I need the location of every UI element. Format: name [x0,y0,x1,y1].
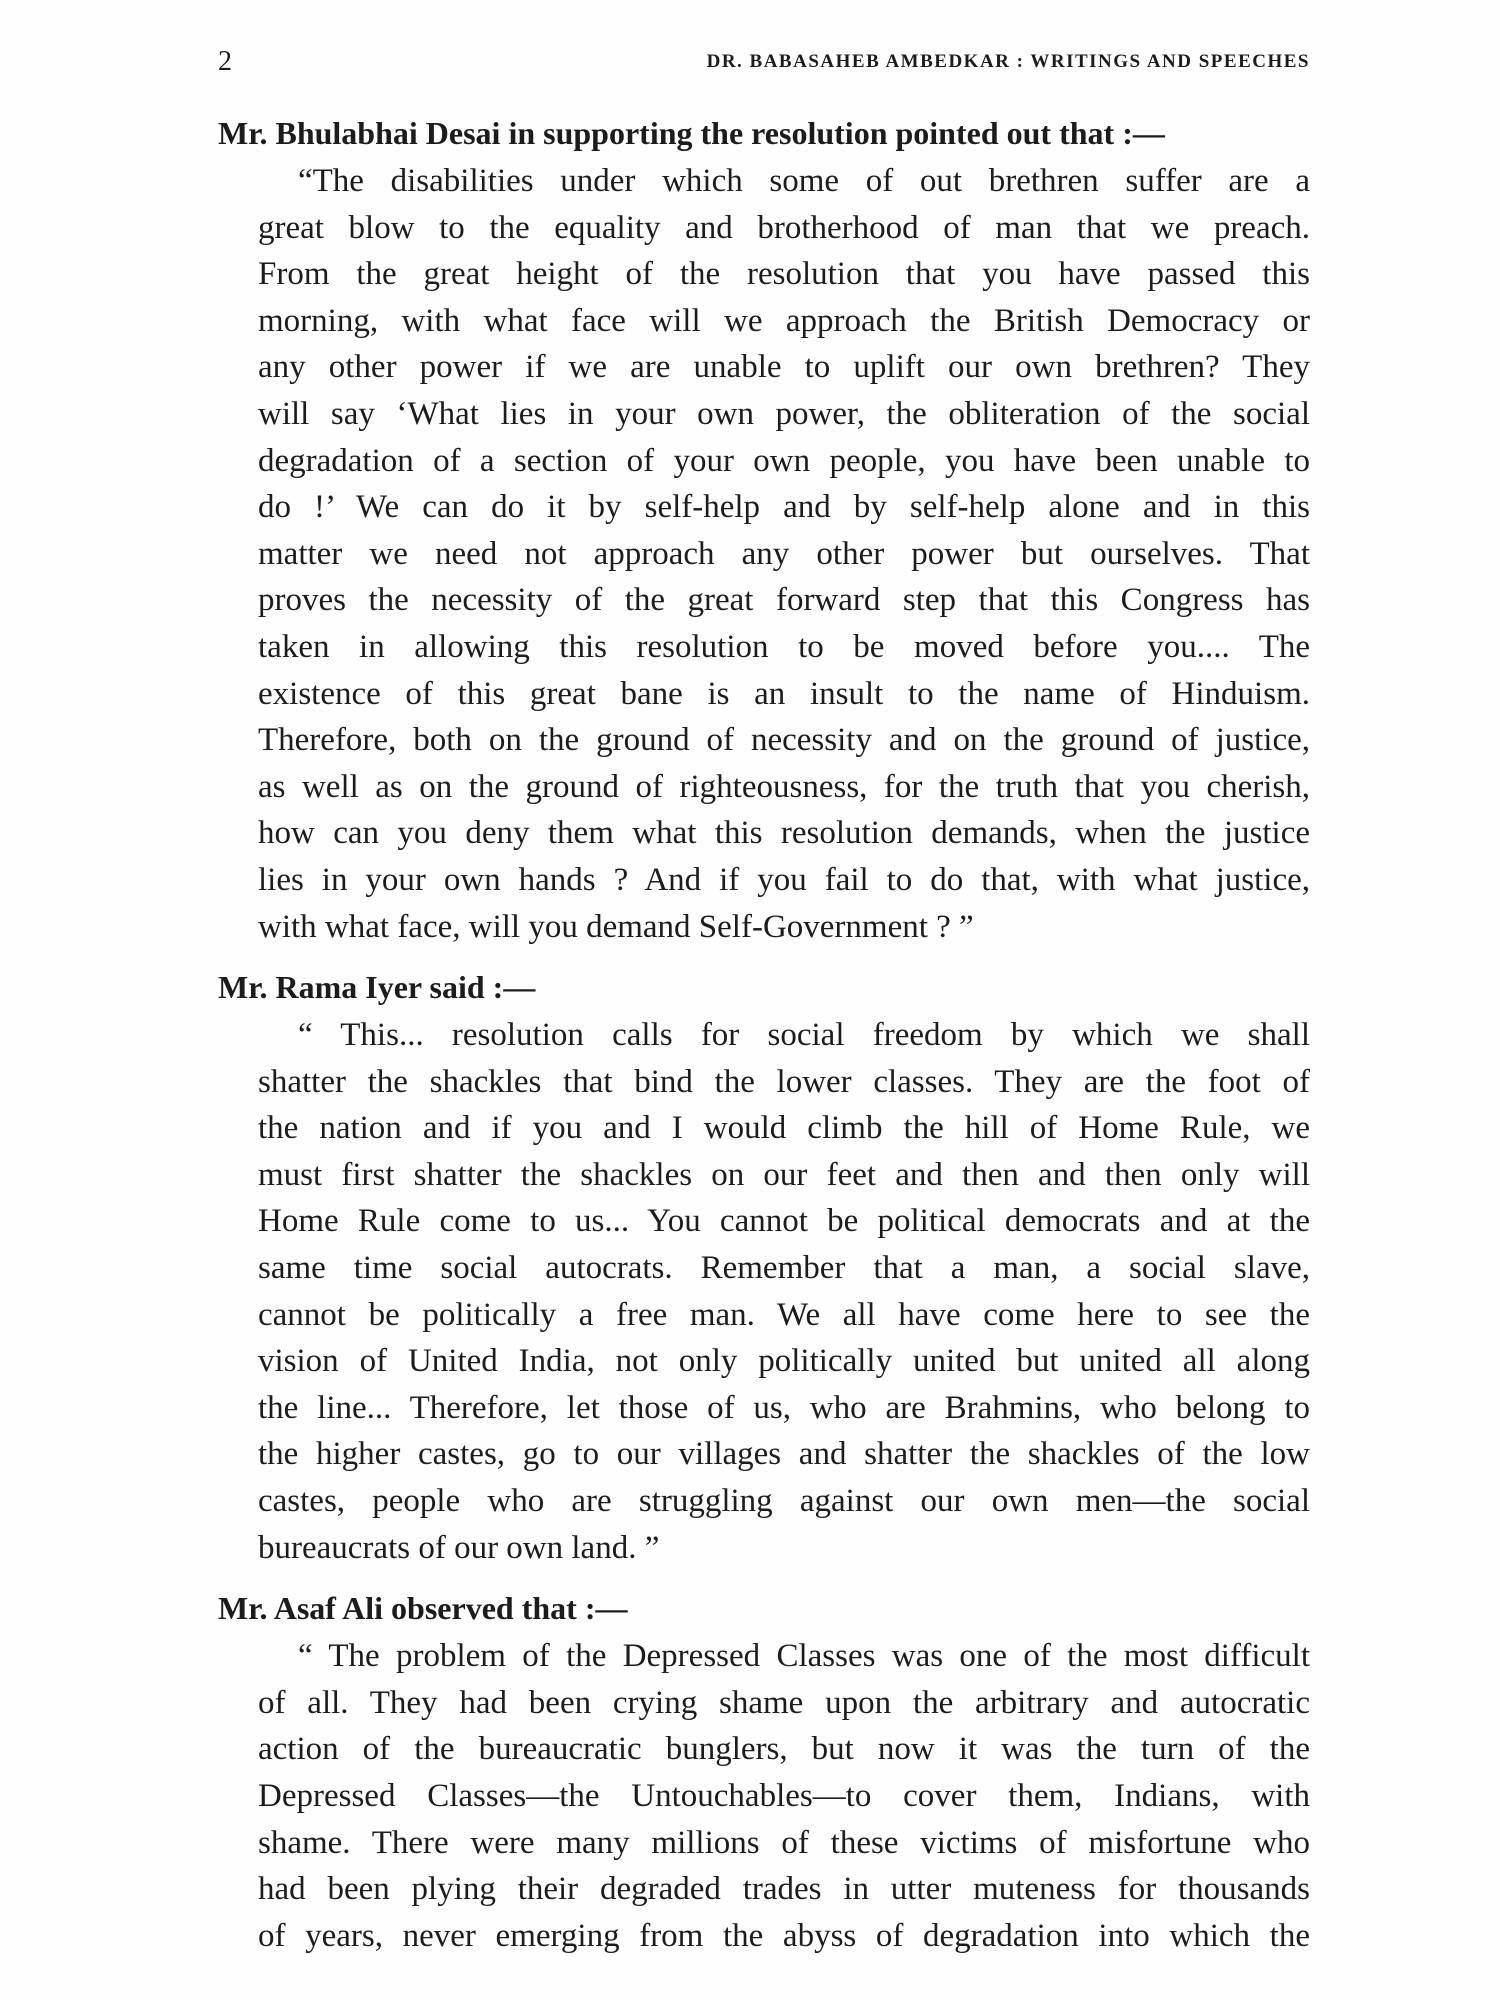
text-line: shame. There were many millions of these victims of misfortune who [258,1824,1310,1861]
text-line: matter we need not approach any other power but ourselves. That [258,535,1310,572]
text-line: cannot be politically a free man. We all have come here to see the [258,1296,1310,1333]
text-line: lies in your own hands ? And if you fail to do that, with what justice, [258,861,1310,898]
text-line: Home Rule come to us... You cannot be political democrats and at the [258,1203,1310,1240]
text-line: must first shatter the shackles on our feet and then and then only will [258,1156,1310,1193]
text-line: morning, with what face will we approach the British Democracy or [258,302,1310,339]
quoted-speech [258,158,1310,950]
text-line: shatter the shackles that bind the lower classes. They are the foot of [258,1063,1310,1100]
text-line: degradation of a section of your own people, you have been unable to [258,442,1310,479]
text-line: as well as on the ground of righteousness, for the truth that you cherish, [258,768,1310,805]
quoted-speech [258,1012,1310,1571]
text-line: the higher castes, go to our villages and shatter the shackles of the low [258,1436,1310,1473]
body-text [218,110,1310,1973]
running-header [218,42,1310,82]
text-line: same time social autocrats. Remember that a man, a social slave, [258,1250,1310,1287]
text-line: how can you deny them what this resolution demands, when the justice [258,815,1310,852]
text-line: From the great height of the resolution that you have passed this [258,256,1310,293]
text-line: existence of this great bane is an insult to the name of Hinduism. [258,675,1310,712]
text-line: “ The problem of the Depressed Classes was one of the most difficult [298,1638,1310,1675]
text-line: castes, people who are struggling against our own men—the social [258,1483,1310,1520]
text-line: vision of United India, not only politically united but united all along [258,1343,1310,1380]
text-line: “ This... resolution calls for social freedom by which we shall [298,1017,1310,1054]
text-line: proves the necessity of the great forward step that this Congress has [258,582,1310,619]
text-line: bureaucrats of our own land. ” [258,1529,660,1566]
quoted-speech [258,1633,1310,1959]
text-line: had been plying their degraded trades in utter muteness for thousands [258,1871,1310,1908]
text-line: of years, never emerging from the abyss of degradation into which the [258,1917,1310,1954]
text-line: with what face, will you demand Self-Government ? ” [258,908,974,945]
page-number: 2 [218,46,232,77]
text-line: will say ‘What lies in your own power, the obliteration of the social [258,395,1310,432]
text-line: the line... Therefore, let those of us, who are Brahmins, who belong to [258,1389,1310,1426]
speaker-heading: Mr. Bhulabhai Desai in supporting the resolution pointed out that :— [218,115,1165,151]
speaker-heading: Mr. Rama Iyer said :— [218,969,536,1006]
text-line: action of the bureaucratic bunglers, but now it was the turn of the [258,1731,1310,1768]
running-title: DR. BABASAHEB AMBEDKAR : WRITINGS AND SPEECHES [706,51,1310,72]
speaker-heading: Mr. Asaf Ali observed that :— [218,1590,628,1627]
text-line: the nation and if you and I would climb the hill of Home Rule, we [258,1110,1310,1147]
text-line: Therefore, both on the ground of necessity and on the ground of justice, [258,722,1310,759]
text-line: any other power if we are unable to uplift our own brethren? They [258,349,1310,386]
text-line: great blow to the equality and brotherhood of man that we preach. [258,209,1310,246]
text-line: do !’ We can do it by self-help and by self-help alone and in this [258,489,1310,526]
text-line: “The disabilities under which some of out brethren suffer are a [298,163,1310,199]
text-line: Depressed Classes—the Untouchables—to cover them, Indians, with [258,1778,1310,1814]
text-line: of all. They had been crying shame upon the arbitrary and autocratic [258,1684,1310,1721]
text-line: taken in allowing this resolution to be moved before you.... The [258,628,1310,665]
